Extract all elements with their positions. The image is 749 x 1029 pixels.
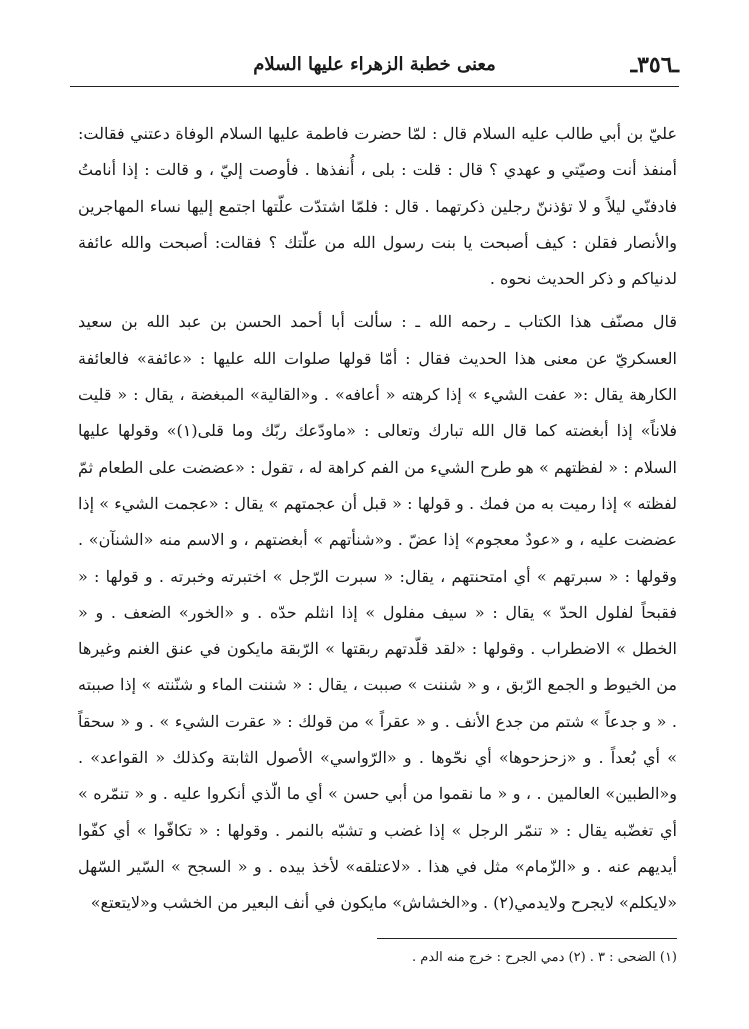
page-number: ـ٣٥٦ـ: [630, 52, 679, 78]
footnote-text: (١) الضحى : ٣ . (٢) دمي الجرح : خرج منه الدم .: [412, 950, 677, 965]
footnote-divider: [377, 938, 677, 939]
footnotes: [78, 938, 677, 969]
paragraph-2: قال مصنّف هذا الكتاب ـ رحمه الله ـ : سألت أبا أحمد الحسن بن عبد الله بن سعيد العسكريّ عن معنى هذا الحديث فقال : أمّا قولها صلوات الله عليها : «عائفة» فالعائفة الكارهة يقال :« عفت الشيء » إذا كرهته « أعافه» . و«القالية» المبغضة ، يقال : « قليت فلاناً» إذا أبغضته كما قال الله تبارك وتعالى : «ماودّعك ربّك وما قلى(١)» وقولها عليها السلام : « لفظتهم » هو طرح الشيء من الفم كراهة له ، تقول : «عضضت على الطعام ثمّ لفظته » إذا رميت به من فمك . و قولها : « قبل أن عجمتهم » يقال : «عجمت الشيء » إذا عضضت عليه ، و «عودٌ معجوم» إذا عضّ . و«شنأتهم » أبغضتهم ، و الاسم منه «الشنآن» . وقولها : « سبرتهم » أي امتحنتهم ، يقال: « سبرت الرّجل » اختبرته وخبرته . و قولها : « فقبحاً لفلول الحدّ » يقال : « سيف مفلول » إذا انثلم حدّه . و «الخور» الضعف . و « الخطل » الاضطراب . وقولها : «لقد قلّدتهم ربقتها » الرّبقة مايكون في عنق الغنم وغيرها من الخيوط و الجمع الرّبق ، و « شننت » صببت ، يقال : « شننت الماء و شنّنته » إذا صببته . « و جدعاً » شتم من جدع الأنف . و « عقراً » من قولك : « عقرت الشيء » . و « سحقاً » أي بُعداً . و «زحزحوها» أي نحّوها . و «الرّواسي» الأصول الثابتة وكذلك « القواعد» . و«الطبين» العالمين . ، و « ما نقموا من أبي حسن » أي ما الّذي أنكروا عليه . و « تنمّره » أي تغضّبه يقال : « تنمّر الرجل » إذا غضب و تشبّه بالنمر . وقولها : « تكافّوا » أي كفّوا أيديهم عنه . و «الزّمام» مثل في هذا . «لاعتلقه» لأخذ بيده . و « السجح » السّير السّهل «لايكلم» لايجرح ولايدمي(٢) . و«الخشاش» مايكون في أنف البعير من الخشب و«لايتعتع»: [78, 312, 678, 913]
body-text: [78, 116, 677, 922]
paragraph-1: عليّ بن أبي طالب عليه السلام قال : لمّا حضرت فاطمة عليها السلام الوفاة دعتني فقالت: أمنفذ أنت وصيّتي و عهدي ؟ قال : قلت : بلى ، أُنفذها . فأوصت إليّ ، و قالت : إذا أنامتُ فادفنّي ليلاً و لا تؤذننّ رجلين ذكرتهما . قال : فلمّا اشتدّت علّتها اجتمع إليها نساء المهاجرين والأنصار فقلن : كيف أصبحت يا بنت رسول الله من علّتك ؟ فقالت: أصبحت والله عائفة لدنياكم و ذكر الحديث نحوه .: [78, 124, 678, 289]
page-header: [70, 46, 679, 87]
running-title: معنى خطبة الزهراء عليها السلام: [253, 54, 496, 75]
